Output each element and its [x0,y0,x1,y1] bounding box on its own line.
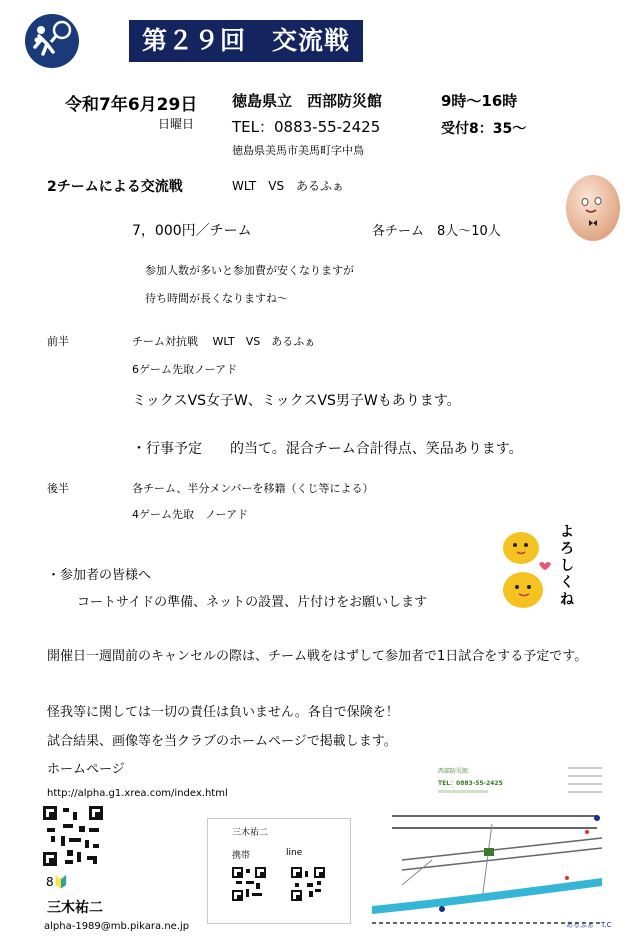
teams-top: WLT VS あるふぁ [232,179,345,193]
venue-map [372,760,610,932]
reception-time: 受付8：35～ [441,121,527,137]
second-half-line-1: 各チーム、半分メンバーを移籍（くじ等による） [132,482,374,495]
event-weekday: 日曜日 [158,117,195,131]
card-line-label: line [286,848,303,858]
card-name: 三木祐二 [232,828,269,838]
first-half-line-1: チーム対抗戦 WLT VS あるふぁ [132,335,316,348]
egg-mascot-icon [560,170,630,249]
event-time: 9時～16時 [441,92,518,110]
mobile-qr-icon[interactable] [232,867,266,901]
participants-text: コートサイドの準備、ネットの設置、片付けをお願いします [77,595,428,610]
contact-email-link[interactable]: alpha-1989@mb.pikara.ne.jp [44,921,190,932]
greeting-side-text: よろしくね [560,524,574,608]
participants-heading: ・参加者の皆様へ [47,568,152,583]
tennis-logo-icon [25,14,79,68]
venue-tel: TEL：0883-55-2425 [232,118,381,136]
map-credit: あるふぁ T.C [566,921,612,929]
publish-note: 試合結果、画像等を当クラブのホームページで掲載します。 [47,734,397,749]
liability-note: 怪我等に関しては一切の責任は負いません。各自で保険を！ [47,705,399,720]
fee: 7，000円／チーム [132,223,252,239]
cancel-note: 開催日一週間前のキャンセルの際は、チーム戦をはずして参加者で1日試合をする予定です。 [47,649,588,664]
first-half-label: 前半 [47,335,69,348]
note-line-2: 待ち時間が長くなりますね～ [145,292,288,305]
team-size: 各チーム 8人～10人 [372,224,501,239]
event-title: 第２９回 交流戦 [129,20,363,62]
note-line-1: 参加人数が多いと参加費が安くなりますが [145,264,354,277]
event-plan: ・行事予定 的当て。混合チーム合計得点、笑品あります。 [132,441,523,457]
event-date: 令和7年6月29日 [65,95,198,115]
homepage-qr-icon[interactable] [43,806,103,866]
first-half-line-3: ミックスVS女子W、ミックスVS男子Wもあります。 [132,393,461,409]
venue-address: 徳島県美馬市美馬町字中鳥 [232,144,364,157]
map-roads-icon [372,760,610,932]
second-half-label: 後半 [47,482,69,495]
second-half-line-2: 4ゲーム先取 ノーアド [132,508,249,521]
match-intro: 2チームによる交流戦 [47,179,183,195]
homepage-label: ホームページ [47,762,125,777]
map-title: 西部防災館 [438,768,469,775]
card-mobile-label: 携帯 [232,851,251,861]
contact-symbol: 8🔰 [46,875,69,889]
venue-name: 徳島県立 西部防災館 [232,92,383,110]
contact-card [207,818,351,924]
chick-mascots-icon [497,522,555,616]
first-half-line-2: 6ゲーム先取ノーアド [132,363,238,376]
contact-name: 三木祐二 [47,900,103,916]
homepage-url-link[interactable]: http://alpha.g1.xrea.com/index.html [47,788,228,799]
line-qr-icon[interactable] [291,867,325,901]
map-tel: TEL：0883-55-2425 [438,780,503,787]
